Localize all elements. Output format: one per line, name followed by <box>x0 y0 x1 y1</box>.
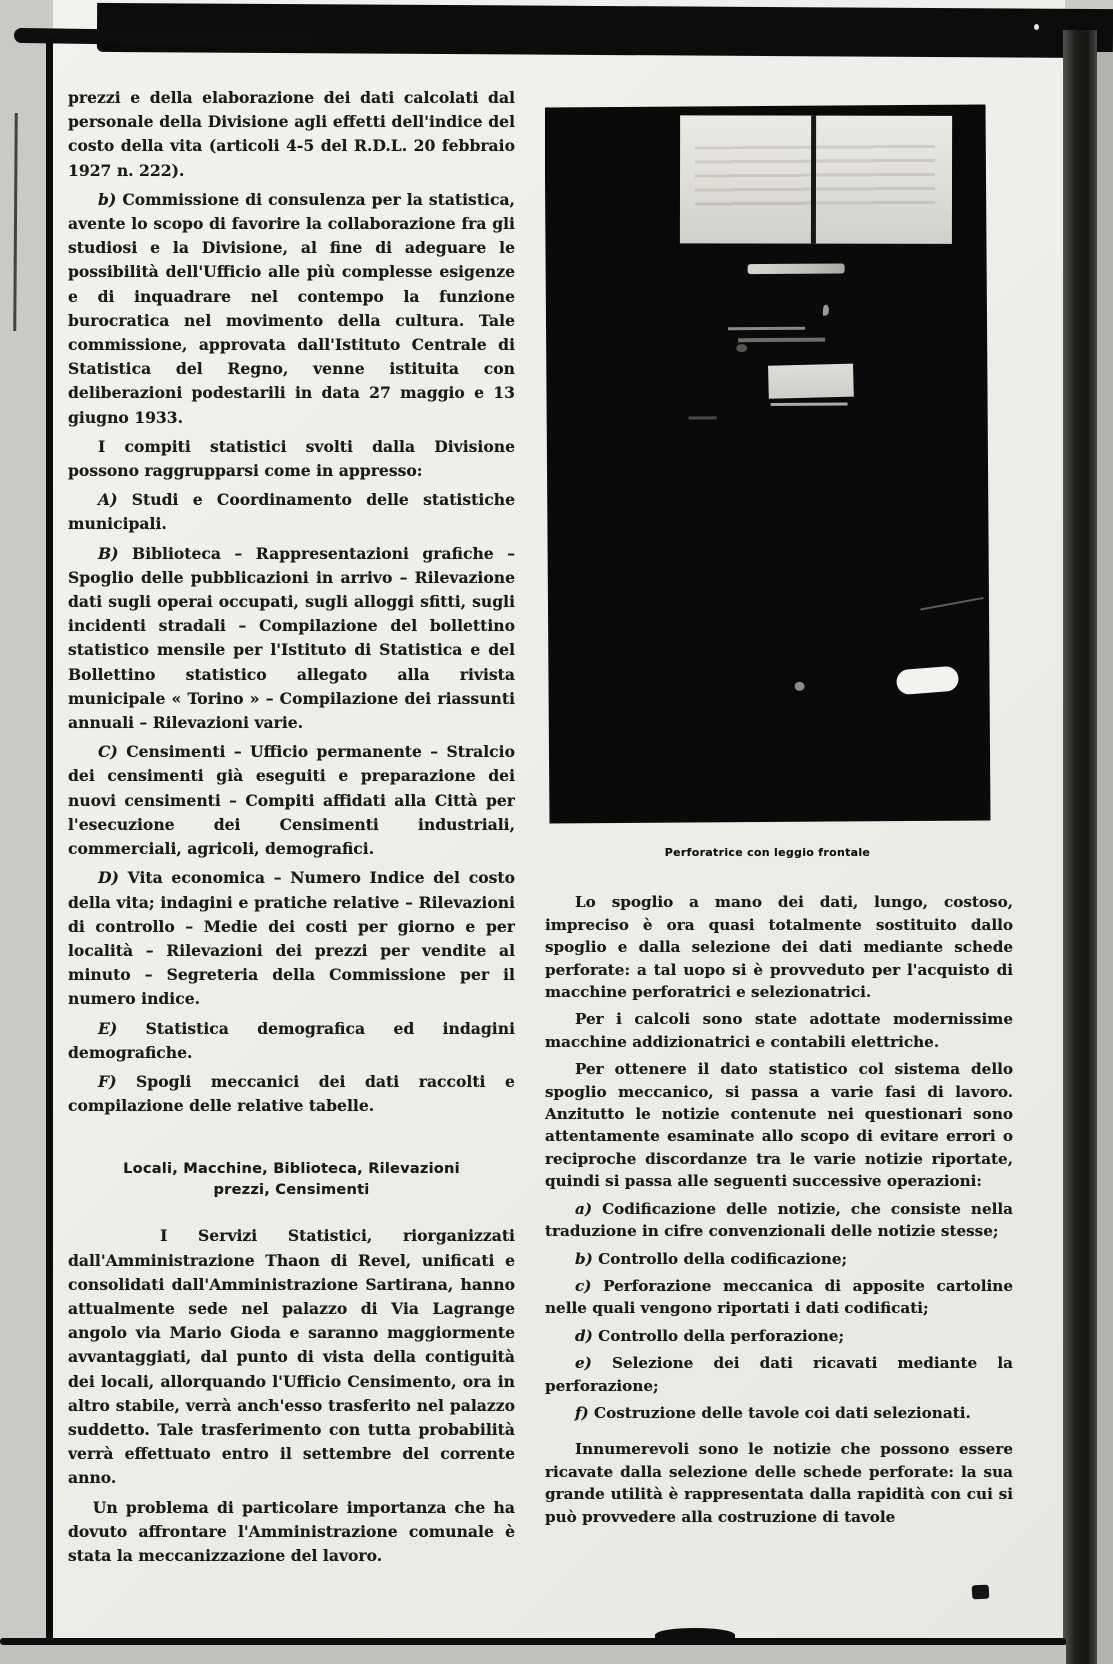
machine-carriage-highlight <box>748 263 845 274</box>
list-marker: C) <box>98 742 118 762</box>
scan-speck <box>1034 24 1039 30</box>
section-heading: Locali, Macchine, Biblioteca, Rilevazioni prezzi, Censimenti <box>123 1160 460 1199</box>
paragraph: c) Perforazione meccanica di apposite cartoline nelle quali vengono riportati i dati codificati; <box>545 1276 1013 1318</box>
paragraph: b) Controllo della codificazione; <box>575 1249 848 1268</box>
list-marker: D) <box>98 868 119 888</box>
list-marker: e) <box>575 1354 592 1373</box>
machine-knob-highlight <box>795 682 805 691</box>
page-left-edge-line <box>46 36 53 1642</box>
paragraph: B) Biblioteca – Rappresentazioni grafiche – Spoglio delle pubblicazioni in arrivo – Rilevazione dati sugli operai occupati, sugli alloggi sfitti, sugli incidenti stradali – Compilazione del bollettino statistico mensile per l'Istituto di Statistica e del Bollettino statistico allegato alla rivista municipale « Torino » – Compilazione dei riassunti annuali – Rilevazioni varie. <box>68 543 515 733</box>
machine-lever-highlight <box>896 666 960 696</box>
right-column <box>545 88 1013 1608</box>
list-marker: c) <box>575 1276 592 1295</box>
list-marker: b) <box>575 1249 593 1268</box>
page-bottom-edge-line <box>0 1638 1066 1645</box>
paragraph: C) Censimenti – Ufficio permanente – Stralcio dei censimenti già eseguiti e preparazione dei nuovi censimenti – Compiti affidati alla Città per l'esecuzione dei Censimenti industriali, commerciali, agricoli, demografici. <box>68 742 515 859</box>
paragraph: f) Costruzione delle tavole coi dati selezionati. <box>575 1403 971 1422</box>
page-left-hairline <box>13 113 18 331</box>
paragraph: I compiti statistici svolti dalla Divisione possono raggrupparsi come in appresso: <box>68 436 515 481</box>
machine-ledge-highlight <box>728 327 805 331</box>
list-marker: A) <box>98 490 118 510</box>
machine-label-plate-shadow <box>771 402 848 406</box>
machine-highlight-speck <box>823 305 829 316</box>
machine-ledge-highlight <box>738 338 825 343</box>
punch-cards-divider <box>811 116 816 244</box>
paragraph: F) Spogli meccanici dei dati raccolti e compilazione delle relative tabelle. <box>68 1071 515 1116</box>
paragraph: d) Controllo della perforazione; <box>575 1326 845 1345</box>
machine-highlight-speck <box>736 344 747 352</box>
list-marker: a) <box>575 1199 593 1218</box>
paragraph: Innumerevoli sono le notizie che possono essere ricavate dalla selezione delle schede perforate: la sua grande utilità è rappresentata dalla rapidità con cui si può provvedere alla costruzione di tavole <box>545 1440 1013 1526</box>
paragraph: Per i calcoli sono state adottate modernissime macchine addizionatrici e contabili elettriche. <box>545 1010 1013 1051</box>
paragraph: A) Studi e Coordinamento delle statistiche municipali. <box>68 490 515 534</box>
paragraph: Un problema di particolare importanza che ha dovuto affrontare l'Amministrazione comunale è stata la meccanizzazione del lavoro. <box>68 1497 515 1565</box>
paragraph: a) Codificazione delle notizie, che consiste nella traduzione in cifre convenzionali delle notizie stesse; <box>545 1199 1013 1241</box>
list-marker: B) <box>98 543 119 563</box>
machine-cable-highlight <box>920 597 983 611</box>
scan-background-bottom <box>0 1645 1066 1664</box>
list-marker: d) <box>575 1326 593 1345</box>
paragraph: I Servizi Statistici, riorganizzati dall'Amministrazione Thaon di Revel, unificati e consolidati dall'Amministrazione Sartirana, hanno attualmente sede nel palazzo di Via Lagrange angolo via Mario Gioda e saranno maggiormente avvantaggiati, dal punto di vista della contiguità dei locali, allorquando l'Ufficio Censimento, ora in altro stabile, verrà anch'esso trasferito nel palazzo suddetto. Tale trasferimento con tutta probabilità verrà effettuato entro il settembre del corrente anno. <box>68 1226 515 1488</box>
list-marker: b) <box>98 189 117 209</box>
machine-label-plate <box>768 364 854 399</box>
list-marker: F) <box>98 1071 117 1091</box>
left-column <box>68 86 515 1591</box>
machine-base-highlight <box>689 416 717 419</box>
paragraph: D) Vita economica – Numero Indice del costo della vita; indagini e pratiche relative – Rilevazioni di controllo – Medie dei costi per giorno e per località – Rilevazioni dei prezzi per vendite al minuto – Segreteria della Commissione per il numero indice. <box>68 868 515 1009</box>
paragraph: e) Selezione dei dati ricavati mediante la perforazione; <box>545 1354 1013 1395</box>
list-marker: E) <box>98 1018 118 1038</box>
list-marker: f) <box>575 1403 589 1422</box>
paragraph: Lo spoglio a mano dei dati, lungo, costoso, impreciso è ora quasi totalmente sostituito dallo spoglio e dalla selezione dei dati mediante schede perforate: a tal uopo si è provveduto per l'acquisto di macchine perforatrici e selezionatrici. <box>545 893 1013 1002</box>
scan-background-right <box>1097 52 1113 1664</box>
book-gutter-shadow <box>1063 30 1097 1664</box>
photo-perforatrice <box>545 104 990 823</box>
paragraph: prezzi e della elaborazione dei dati calcolati dal personale della Divisione agli effetti dell'indice del costo della vita (articoli 4-5 del R.D.L. 20 febbraio 1927 n. 222). <box>68 88 515 180</box>
photo-caption: Perforatrice con leggio frontale <box>664 846 871 859</box>
paragraph: Per ottenere il dato statistico col sistema dello spoglio meccanico, si passa a varie fasi di lavoro. Anzitutto le notizie contenute nei questionari sono attentamente esaminate allo scopo di evitare errori o reciproche discordanze tra le varie notizie riportate, quindi si passa alle seguenti successive operazioni: <box>545 1060 1013 1191</box>
paragraph: b) Commissione di consulenza per la statistica, avente lo scopo di favorire la collaborazione fra gli studiosi e la Divisione, al fine di adeguare le possibilità dell'Ufficio alle più complesse esigenze e di inquadrare nel contempo la funzione burocratica nel movimento della cultura. Tale commissione, approvata dall'Istituto Centrale di Statistica del Regno, venne istituita con deliberazioni podestarili in data 27 maggio e 13 giugno 1933. <box>68 189 515 427</box>
paragraph: E) Statistica demografica ed indagini demografiche. <box>68 1018 515 1062</box>
